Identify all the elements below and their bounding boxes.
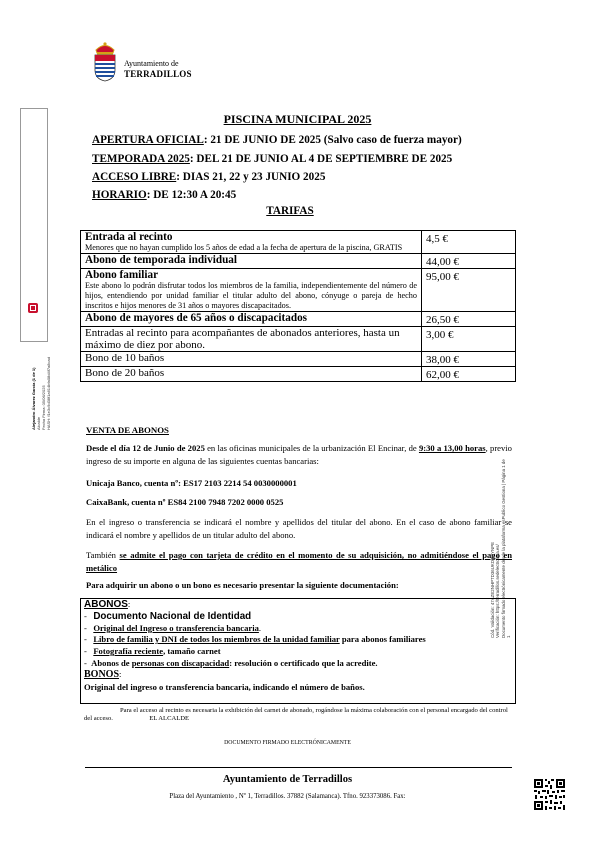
tariff-desc: Este abono lo podrán disfrutar todos los miembros de la familia, independientemente del número de hijos, entendiendo por unidad familiar el titular adulto del abono, cónyuge o pareja de hecho inscritos e hijos menores de 31 años o mayores discapacitados. xyxy=(85,281,417,310)
footer-address: Plaza del Ayuntamiento , Nº 1, Terradillos. 37882 (Salamanca). Tfno. 923373086. Fax: xyxy=(169,793,406,800)
abonos-label: ABONOS xyxy=(84,599,128,610)
venta-text-c: También xyxy=(86,550,120,560)
req-foto: Fotografía reciente xyxy=(93,646,164,656)
apertura-label: APERTURA OFICIAL xyxy=(92,134,204,146)
temporada-label: TEMPORADA 2025 xyxy=(92,153,190,165)
footer-divider xyxy=(85,767,512,768)
verification-url: Verificación: https://terradillos.sedelectronica.es/ xyxy=(495,544,501,638)
venta-paragraph-4: Para adquirir un abono o un bono es necesario presentar la siguiente documentación: xyxy=(86,580,399,590)
alcalde-label: EL ALCALDE xyxy=(149,715,190,722)
req-discapacidad-a: Abonos de xyxy=(91,658,132,668)
document-title: PISCINA MUNICIPAL 2025 xyxy=(223,112,372,126)
tarifas-heading: TARIFAS xyxy=(266,205,314,217)
list-item: - Libro de familia y DNI de todos los miembros de la unidad familiar para abonos familiares xyxy=(84,634,426,644)
tariff-name: Abono de temporada individual xyxy=(85,254,237,266)
verification-code: Cód. Validación: 47AZE2NHPTD36UKDCYYNPE xyxy=(490,541,495,638)
horario-text: : DE 12:30 A 20:45 xyxy=(146,189,237,201)
bank-account-caixabank: CaixaBank, cuenta nº ES84 2100 7948 7202 0000 0525 xyxy=(86,497,284,507)
bonos-heading-line: BONOS: xyxy=(84,669,122,680)
bonos-label: BONOS xyxy=(84,669,120,680)
org-name-line2: TERRADILLOS xyxy=(124,69,192,79)
venta-heading: VENTA DE ABONOS xyxy=(86,425,169,435)
req-libro-familia-b: para abonos familiares xyxy=(339,634,426,644)
table-row xyxy=(81,312,516,327)
tariff-table xyxy=(80,230,516,382)
signature-text xyxy=(31,240,55,430)
verification-note: Documento firmado electrónicamente desde la plataforma esPublico Gestiona | Página 1 de 1 xyxy=(500,459,512,638)
bonos-text: Original del ingreso o transferencia bancaria, indicando el número de baños. xyxy=(84,682,365,692)
tariff-cell xyxy=(81,254,422,269)
venta-text-a: en las oficinas municipales de la urbanización El Encinar, de xyxy=(204,443,419,453)
req-libro-familia: Libro de familia y DNI de todos los miembros de la unidad familiar xyxy=(93,634,340,644)
tariff-price: 62,00 € xyxy=(422,367,516,382)
tariff-price: 44,00 € xyxy=(422,254,516,269)
req-foto-b: , tamaño carnet xyxy=(163,646,221,656)
tariff-price: 4,5 € xyxy=(422,231,516,254)
signature-hash: HASH: f1e3c9d38f1a614bfa08d4f7a8cad xyxy=(46,357,51,430)
temporada-line xyxy=(92,153,452,165)
acceso-text: : DIAS 21, 22 y 23 JUNIO 2025 xyxy=(176,171,326,183)
tariff-price: 26,50 € xyxy=(422,312,516,327)
tariff-cell xyxy=(81,231,422,254)
table-row xyxy=(81,254,516,269)
tariff-price: 95,00 € xyxy=(422,269,516,312)
req-discapacidad-c: : resolución o certificado que la acredite. xyxy=(229,658,378,668)
requirements-box xyxy=(80,598,516,704)
venta-paragraph-2: En el ingreso o transferencia se indicará el nombre y apellidos del titular del abono. En el caso de abono familiar se indicará el nombre y apellidos de un titular adulto del abono. xyxy=(86,517,512,540)
req-dni: Documento Nacional de Identidad xyxy=(93,611,252,622)
list-item: - Documento Nacional de Identidad xyxy=(84,611,252,622)
temporada-text: : DEL 21 DE JUNIO AL 4 DE SEPTIEMBRE DE 2025 xyxy=(189,153,453,165)
tariff-name: Abono de mayores de 65 años o discapacitados xyxy=(85,312,308,324)
access-note xyxy=(84,707,514,723)
tariff-name: Bono de 20 baños xyxy=(85,367,165,379)
tariff-cell xyxy=(81,312,422,327)
tariff-cell xyxy=(81,367,422,382)
venta-hours: 9:30 a 13,00 horas xyxy=(418,443,486,453)
tariff-name: Abono familiar xyxy=(85,269,159,281)
table-row xyxy=(81,367,516,382)
tariff-name: Entrada al recinto xyxy=(85,231,173,243)
bank-account-unicaja: Unicaja Banco, cuenta nº: ES17 2103 2214 54 0030000001 xyxy=(86,478,297,488)
acceso-label: ACCESO LIBRE xyxy=(92,171,177,183)
table-row xyxy=(81,269,516,312)
list-item: - Abonos de personas con discapacidad: resolución o certificado que la acredite. xyxy=(84,658,378,668)
tariff-cell xyxy=(81,269,422,312)
tariff-price: 38,00 € xyxy=(422,352,516,367)
horario-line xyxy=(92,189,236,201)
venta-date: Desde el día 12 de Junio de 2025 xyxy=(86,443,205,453)
horario-label: HORARIO xyxy=(92,189,147,201)
signer-name: Alejandro Álvarez García (1 de 1) xyxy=(31,367,36,430)
signature-crest-icon xyxy=(27,302,39,314)
tariff-cell xyxy=(81,352,422,367)
table-row xyxy=(81,231,516,254)
table-row xyxy=(81,352,516,367)
signature-date: Fecha Firma: 05/06/2025 xyxy=(41,385,46,430)
tariff-price: 3,00 € xyxy=(422,327,516,352)
list-item: - Fotografía reciente, tamaño carnet xyxy=(84,646,221,656)
signer-role: Alcalde xyxy=(36,416,41,430)
card-payment-note: se admite el pago con tarjeta de crédito en el momento de su adquisición, no admitiéndose el pago en metálico xyxy=(86,550,513,573)
req-discapacidad-b: personas con discapacidad xyxy=(131,658,230,668)
tariff-cell xyxy=(81,327,422,352)
tariff-desc: Menores que no hayan cumplido los 5 años de edad a la fecha de apertura de la piscina, GRATIS xyxy=(85,243,403,252)
table-row xyxy=(81,327,516,352)
acceso-line xyxy=(92,171,325,183)
access-note-text: Para el acceso al recinto es necesaria la exhibición del carnet de abonado, rogándose la máxima colaboración con el personal encargado del control del acceso. xyxy=(84,707,508,722)
venta-paragraph-1 xyxy=(86,442,512,468)
footer-org-name: Ayuntamiento de Terradillos xyxy=(222,774,353,785)
list-item: - Original del Ingreso o transferencia bancaria. xyxy=(84,623,262,633)
abonos-heading-line: ABONOS: xyxy=(84,599,131,610)
apertura-line xyxy=(92,134,462,146)
municipal-crest-icon xyxy=(92,40,118,82)
org-name-line1: Ayuntamiento de xyxy=(124,59,179,68)
apertura-text: : 21 DE JUNIO DE 2025 (Salvo caso de fuerza mayor) xyxy=(203,134,462,146)
venta-paragraph-3 xyxy=(86,549,512,575)
signed-notice: DOCUMENTO FIRMADO ELECTRÓNICAMENTE xyxy=(224,740,351,746)
tariff-name: Bono de 10 baños xyxy=(85,352,165,364)
req-ingreso: Original del Ingreso o transferencia bancaria xyxy=(93,623,259,633)
venta-text-b: , previo ingreso de su importe en alguna de las siguientes cuentas bancarias: xyxy=(86,443,512,466)
tariff-name: Entradas al recinto para acompañantes de abonados anteriores, hasta un máximo de diez por abono. xyxy=(85,327,400,351)
